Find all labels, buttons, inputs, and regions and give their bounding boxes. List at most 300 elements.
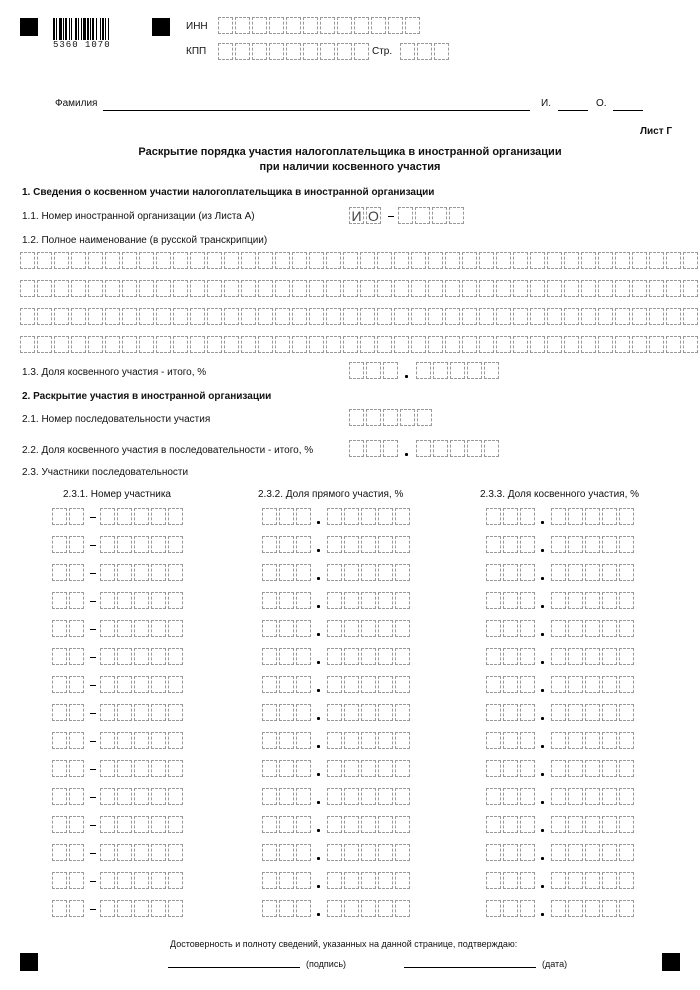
participant-number-part-b[interactable] [100,536,185,553]
input-cell[interactable] [134,536,149,553]
input-cell[interactable] [486,676,501,693]
input-cell[interactable] [568,760,583,777]
input-cell[interactable] [71,280,86,297]
input-cell[interactable] [344,564,359,581]
input-cell[interactable] [395,872,410,889]
input-cell[interactable] [649,252,664,269]
input-cell[interactable] [433,440,448,457]
input-cell[interactable] [151,816,166,833]
input-cell[interactable] [52,788,67,805]
input-cell[interactable] [326,252,341,269]
input-cell[interactable] [71,252,86,269]
surname-field[interactable] [103,110,530,111]
input-cell[interactable] [344,788,359,805]
input-cell[interactable] [105,336,120,353]
input-cell[interactable] [344,676,359,693]
input-cell[interactable] [395,900,410,917]
input-cell[interactable] [327,816,342,833]
input-cell[interactable] [361,564,376,581]
indirect-share-part-a[interactable] [486,788,537,805]
input-cell[interactable] [503,592,518,609]
input-cell[interactable] [361,732,376,749]
input-cell[interactable] [88,336,103,353]
input-cell[interactable] [69,620,84,637]
input-cell[interactable] [168,760,183,777]
input-cell[interactable] [156,308,171,325]
input-cell[interactable] [344,816,359,833]
input-cell[interactable] [224,280,239,297]
input-cell[interactable] [262,732,277,749]
input-cell[interactable] [275,336,290,353]
indirect-share-part-b[interactable] [551,676,636,693]
input-cell[interactable] [450,362,465,379]
input-cell[interactable] [134,872,149,889]
input-cell[interactable] [503,900,518,917]
input-cell[interactable] [585,648,600,665]
direct-share-part-b[interactable] [327,704,412,721]
input-cell[interactable] [486,620,501,637]
input-cell[interactable] [602,900,617,917]
input-cell[interactable] [520,536,535,553]
initial-i-field[interactable] [558,110,588,111]
input-cell[interactable] [235,17,250,34]
input-cell[interactable] [100,620,115,637]
direct-share-part-a[interactable] [262,760,313,777]
input-cell[interactable] [551,900,566,917]
input-cell[interactable] [327,704,342,721]
input-cell[interactable] [207,252,222,269]
input-cell[interactable] [467,440,482,457]
input-cell[interactable] [279,536,294,553]
participant-number-part-b[interactable] [100,620,185,637]
input-cell[interactable] [327,508,342,525]
input-cell[interactable] [296,732,311,749]
indirect-share-part-b[interactable] [551,732,636,749]
input-cell[interactable] [69,760,84,777]
input-cell[interactable] [513,336,528,353]
input-cell[interactable] [156,280,171,297]
indirect-share-part-b[interactable] [551,760,636,777]
input-cell[interactable] [117,816,132,833]
input-cell[interactable] [344,760,359,777]
input-cell[interactable] [398,207,413,224]
input-cell[interactable] [258,280,273,297]
participant-number-part-b[interactable] [100,788,185,805]
input-cell[interactable] [395,536,410,553]
input-cell[interactable] [105,280,120,297]
input-cell[interactable] [139,308,154,325]
input-cell[interactable] [151,900,166,917]
participant-number-part-b[interactable] [100,816,185,833]
input-cell[interactable] [361,900,376,917]
input-cell[interactable] [619,872,634,889]
input-cell[interactable] [262,564,277,581]
input-cell[interactable] [100,704,115,721]
participant-number-part-a[interactable] [52,592,86,609]
input-cell[interactable] [279,592,294,609]
input-cell[interactable] [134,592,149,609]
input-cell[interactable] [52,564,67,581]
input-cell[interactable] [100,676,115,693]
input-cell[interactable] [117,536,132,553]
input-cell[interactable] [190,280,205,297]
input-cell[interactable] [337,43,352,60]
input-cell[interactable] [395,592,410,609]
input-cell[interactable] [54,280,69,297]
input-cell[interactable] [37,252,52,269]
input-cell[interactable] [100,844,115,861]
participant-number-part-a[interactable] [52,704,86,721]
participant-number-part-a[interactable] [52,872,86,889]
input-cell[interactable] [547,308,562,325]
input-cell[interactable] [551,536,566,553]
indirect-share-part-a[interactable] [486,648,537,665]
input-cell[interactable] [378,564,393,581]
input-cell[interactable] [279,900,294,917]
input-cell[interactable] [503,732,518,749]
input-cell[interactable] [286,17,301,34]
input-cell[interactable] [100,760,115,777]
direct-share-part-a[interactable] [262,676,313,693]
input-cell[interactable] [378,816,393,833]
input-cell[interactable] [551,564,566,581]
input-cell[interactable] [400,409,415,426]
input-cell[interactable] [139,252,154,269]
direct-share-part-b[interactable] [327,732,412,749]
input-cell[interactable] [394,336,409,353]
input-cell[interactable] [275,308,290,325]
input-cell[interactable] [683,280,698,297]
input-cell[interactable] [378,536,393,553]
input-cell[interactable] [378,788,393,805]
input-cell[interactable] [666,280,681,297]
input-cell[interactable] [69,536,84,553]
input-cell[interactable] [383,440,398,457]
input-cell[interactable] [134,788,149,805]
input-cell[interactable] [349,440,364,457]
input-cell[interactable] [547,336,562,353]
input-cell[interactable] [69,844,84,861]
input-cell[interactable] [360,252,375,269]
input-cell[interactable] [395,732,410,749]
indirect-share-part-a[interactable] [486,816,537,833]
participant-number-part-a[interactable] [52,732,86,749]
input-cell[interactable] [564,336,579,353]
page-field[interactable] [400,43,451,60]
input-cell[interactable] [344,900,359,917]
input-cell[interactable] [20,252,35,269]
input-cell[interactable] [168,508,183,525]
participant-number-part-b[interactable] [100,760,185,777]
input-cell[interactable] [168,564,183,581]
indirect-share-part-b[interactable] [551,508,636,525]
input-cell[interactable] [602,760,617,777]
input-cell[interactable] [309,280,324,297]
input-cell[interactable] [520,844,535,861]
input-cell[interactable] [20,336,35,353]
input-cell[interactable] [69,900,84,917]
input-cell[interactable] [303,17,318,34]
input-cell[interactable] [568,508,583,525]
input-cell[interactable] [69,788,84,805]
input-cell[interactable] [598,280,613,297]
input-cell[interactable] [151,620,166,637]
input-cell[interactable] [462,252,477,269]
input-cell[interactable] [37,336,52,353]
input-cell[interactable] [258,252,273,269]
input-cell[interactable] [151,564,166,581]
input-cell[interactable] [632,308,647,325]
input-cell[interactable] [520,900,535,917]
input-cell[interactable] [598,308,613,325]
input-cell[interactable] [551,872,566,889]
input-cell[interactable] [361,816,376,833]
input-cell[interactable] [361,592,376,609]
input-cell[interactable] [564,308,579,325]
input-cell[interactable] [551,788,566,805]
input-cell[interactable] [581,252,596,269]
input-cell[interactable] [100,872,115,889]
input-cell[interactable] [151,760,166,777]
input-cell[interactable] [551,844,566,861]
input-cell[interactable] [122,280,137,297]
input-cell[interactable] [462,280,477,297]
input-cell[interactable] [262,788,277,805]
input-cell[interactable] [105,308,120,325]
indirect-share-part-b[interactable] [551,872,636,889]
input-cell[interactable] [168,816,183,833]
input-cell[interactable] [100,564,115,581]
input-cell[interactable] [71,336,86,353]
input-cell[interactable] [100,536,115,553]
participant-number-part-b[interactable] [100,900,185,917]
input-cell[interactable] [360,336,375,353]
input-cell[interactable] [168,872,183,889]
input-cell[interactable] [462,336,477,353]
kpp-field[interactable] [218,43,371,60]
direct-share-part-a[interactable] [262,564,313,581]
input-cell[interactable] [615,336,630,353]
input-cell[interactable] [275,252,290,269]
input-cell[interactable] [520,816,535,833]
input-cell[interactable] [683,336,698,353]
input-cell[interactable] [279,788,294,805]
input-cell[interactable] [262,592,277,609]
input-cell[interactable] [619,508,634,525]
input-cell[interactable] [378,844,393,861]
input-cell[interactable] [168,620,183,637]
input-cell[interactable] [52,760,67,777]
indirect-share-part-a[interactable] [486,872,537,889]
input-cell[interactable] [134,676,149,693]
input-cell[interactable] [292,280,307,297]
full-name-row[interactable] [20,280,700,297]
input-cell[interactable] [343,252,358,269]
indirect-share-part-a[interactable] [486,620,537,637]
input-cell[interactable] [479,252,494,269]
direct-share-part-b[interactable] [327,760,412,777]
input-cell[interactable] [151,648,166,665]
input-cell[interactable] [360,308,375,325]
input-cell[interactable] [551,592,566,609]
input-cell[interactable] [405,17,420,34]
input-cell[interactable] [69,592,84,609]
input-cell[interactable] [598,336,613,353]
input-cell[interactable] [416,362,431,379]
input-cell[interactable] [632,252,647,269]
input-cell[interactable] [378,592,393,609]
input-cell[interactable] [327,592,342,609]
input-cell[interactable] [450,440,465,457]
input-cell[interactable] [568,592,583,609]
input-cell[interactable] [69,732,84,749]
input-cell[interactable] [262,508,277,525]
input-cell[interactable] [581,280,596,297]
input-cell[interactable] [585,564,600,581]
input-cell[interactable] [388,17,403,34]
input-cell[interactable] [327,676,342,693]
direct-share-part-a[interactable] [262,536,313,553]
input-cell[interactable] [619,844,634,861]
input-cell[interactable] [445,308,460,325]
input-cell[interactable] [105,252,120,269]
input-cell[interactable] [619,732,634,749]
input-cell[interactable] [551,648,566,665]
input-cell[interactable] [378,760,393,777]
input-cell[interactable] [134,648,149,665]
participant-number-part-a[interactable] [52,760,86,777]
input-cell[interactable] [486,816,501,833]
input-cell[interactable] [395,648,410,665]
input-cell[interactable] [503,844,518,861]
input-cell[interactable] [117,704,132,721]
input-cell[interactable] [683,252,698,269]
input-cell[interactable] [568,872,583,889]
input-cell[interactable] [117,872,132,889]
input-cell[interactable] [411,308,426,325]
input-cell[interactable] [520,592,535,609]
input-cell[interactable] [360,280,375,297]
input-cell[interactable] [361,788,376,805]
full-name-row[interactable] [20,308,700,325]
indirect-share-part-a[interactable] [486,900,537,917]
input-cell[interactable] [134,564,149,581]
input-cell[interactable] [568,648,583,665]
participant-number-part-a[interactable] [52,648,86,665]
indirect-share-part-a[interactable] [486,844,537,861]
input-cell[interactable] [54,308,69,325]
input-cell[interactable] [602,704,617,721]
indirect-share-part-a[interactable] [486,760,537,777]
input-cell[interactable] [395,508,410,525]
input-cell[interactable] [395,760,410,777]
input-cell[interactable] [395,704,410,721]
input-cell[interactable] [279,620,294,637]
input-cell[interactable] [520,508,535,525]
input-cell[interactable] [395,564,410,581]
indirect-share-part-a[interactable] [486,592,537,609]
input-cell[interactable] [378,704,393,721]
input-cell[interactable] [530,336,545,353]
input-cell[interactable] [344,704,359,721]
input-cell[interactable] [445,252,460,269]
input-cell[interactable] [117,844,132,861]
input-cell[interactable] [585,508,600,525]
input-cell[interactable] [417,43,432,60]
input-cell[interactable] [520,564,535,581]
input-cell[interactable] [568,676,583,693]
input-cell[interactable] [683,308,698,325]
direct-share-part-b[interactable] [327,676,412,693]
input-cell[interactable] [69,648,84,665]
input-cell[interactable] [296,592,311,609]
indirect-share-part-a[interactable] [486,732,537,749]
direct-share-part-a[interactable] [262,788,313,805]
input-cell[interactable] [262,648,277,665]
input-cell[interactable] [173,336,188,353]
input-cell[interactable] [252,17,267,34]
input-cell[interactable] [134,620,149,637]
input-cell[interactable] [296,900,311,917]
input-cell[interactable] [551,704,566,721]
input-cell[interactable] [344,536,359,553]
input-cell[interactable] [100,592,115,609]
input-cell[interactable] [602,676,617,693]
input-cell[interactable] [513,280,528,297]
input-cell[interactable] [486,592,501,609]
input-cell[interactable] [520,676,535,693]
input-cell[interactable] [551,620,566,637]
input-cell[interactable] [156,336,171,353]
input-cell[interactable] [327,760,342,777]
input-cell[interactable] [602,844,617,861]
input-cell[interactable] [568,536,583,553]
input-cell[interactable] [568,900,583,917]
input-cell[interactable] [151,788,166,805]
input-cell[interactable] [327,844,342,861]
input-cell[interactable] [428,252,443,269]
input-cell[interactable] [52,620,67,637]
input-cell[interactable] [327,732,342,749]
participant-number-part-a[interactable] [52,508,86,525]
input-cell[interactable] [327,788,342,805]
direct-share-part-a[interactable] [262,816,313,833]
input-cell[interactable] [520,760,535,777]
participant-number-part-b[interactable] [100,704,185,721]
input-cell[interactable] [117,508,132,525]
indirect-share-int-field[interactable] [349,362,400,379]
input-cell[interactable] [666,308,681,325]
input-cell[interactable] [168,592,183,609]
input-cell[interactable] [551,732,566,749]
input-cell[interactable] [395,788,410,805]
input-cell[interactable] [503,760,518,777]
direct-share-part-b[interactable] [327,508,412,525]
input-cell[interactable] [602,508,617,525]
input-cell[interactable] [258,308,273,325]
input-cell[interactable] [486,704,501,721]
input-cell[interactable] [484,440,499,457]
input-cell[interactable] [395,816,410,833]
input-cell[interactable] [585,872,600,889]
input-cell[interactable] [168,704,183,721]
input-cell[interactable] [54,336,69,353]
direct-share-part-a[interactable] [262,732,313,749]
input-cell[interactable] [383,409,398,426]
input-cell[interactable] [69,816,84,833]
direct-share-part-b[interactable] [327,788,412,805]
input-cell[interactable] [568,564,583,581]
